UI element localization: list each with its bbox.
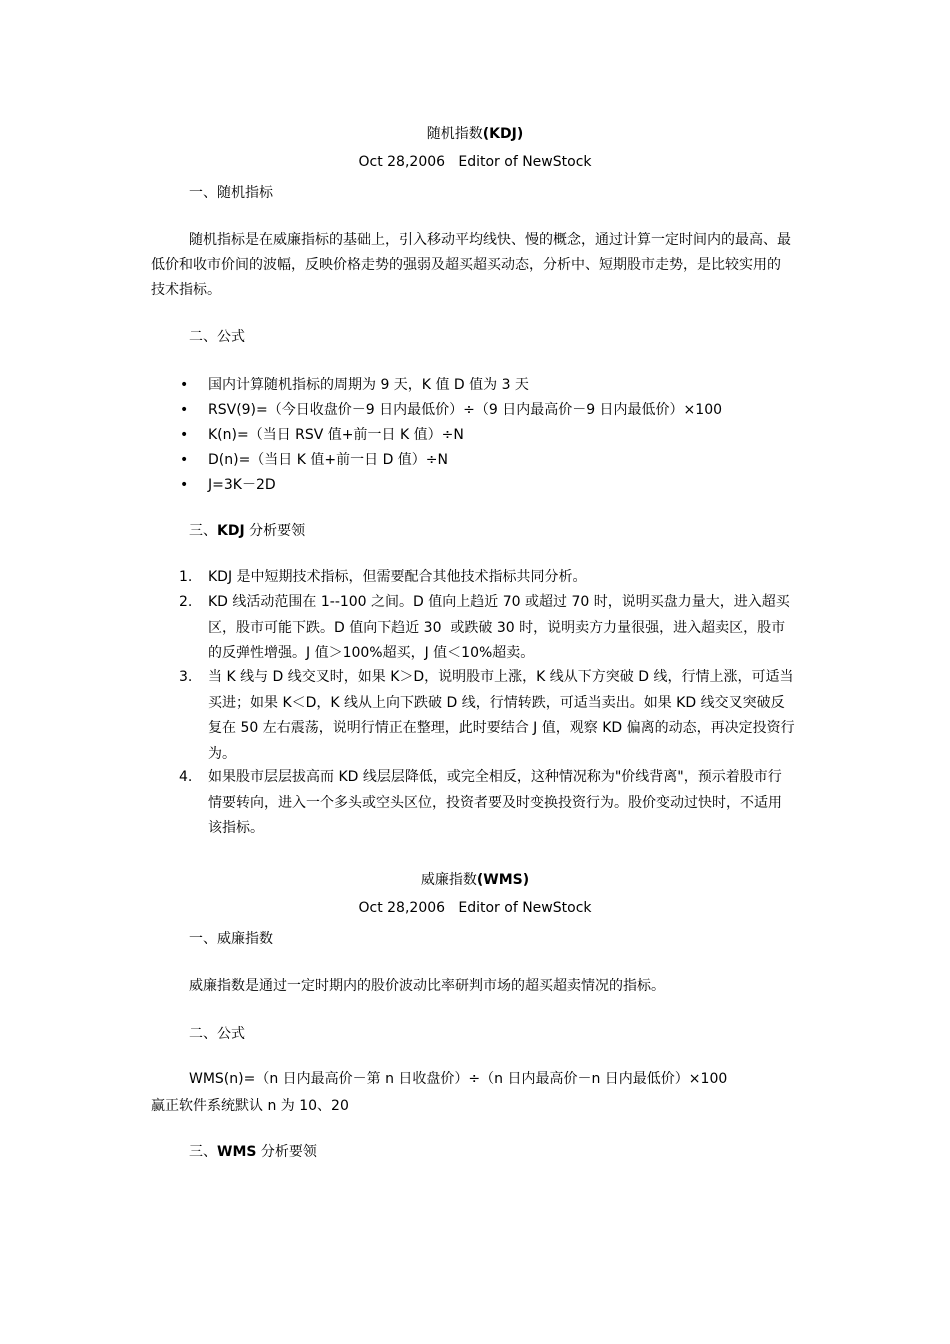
heading-bold: WMS — [217, 1144, 257, 1160]
list-item — [180, 373, 529, 398]
wms-formula: WMS(n)=（n 日内最高价－第 n 日收盘价）÷（n 日内最高价－n 日内最低价）×100 — [189, 1071, 728, 1087]
point-line: 情要转向，进入一个多头或空头区位，投资者要及时变换投资行为。股价变动过快时，不适用 — [208, 794, 782, 811]
point-line: 的反弹性增强。J 值＞100%超买，J 值＜10%超卖。 — [208, 645, 535, 661]
list-item — [179, 765, 801, 842]
list-item — [179, 665, 801, 767]
list-item — [179, 565, 801, 591]
kdj-section1-body-line2: 低价和收市价间的波幅，反映价格走势的强弱及超买超买动态，分析中、短期股市走势，是比较实用的 — [151, 257, 781, 273]
point-line: 买进；如果 K＜D，K 线从上向下跌破 D 线，行情转跌，可适当卖出。如果 KD 线交叉突破反 — [208, 694, 785, 711]
list-number: 1. — [179, 569, 193, 585]
list-item — [180, 423, 464, 448]
formula-text: J=3K－2D — [208, 477, 276, 493]
bullet-icon: • — [180, 452, 189, 468]
kdj-section3-heading — [189, 521, 305, 541]
list-number: 2. — [179, 594, 193, 610]
point-line: 如果股市层层拔高而 KD 线层层降低，或完全相反，这种情况称为"价线背离"，预示着股市行 — [208, 769, 782, 785]
kdj-byline: Oct 28,2006 Editor of NewStock — [358, 154, 592, 170]
wms-section1-body: 威廉指数是通过一定时期内的股价波动比率研判市场的超买超卖情况的指标。 — [189, 978, 665, 994]
wms-title-text: 威廉指数 — [420, 872, 477, 888]
wms-section1-heading: 一、威廉指数 — [189, 931, 273, 947]
wms-title — [0, 870, 950, 890]
formula-text: 国内计算随机指标的周期为 9 天，K 值 D 值为 3 天 — [208, 377, 529, 393]
list-item — [180, 398, 723, 423]
heading-prefix: 三、 — [189, 1144, 217, 1160]
wms-title-bold: (WMS) — [476, 872, 530, 888]
formula-text: RSV(9)=（今日收盘价－9 日内最低价）÷（9 日内最高价－9 日内最低价）×100 — [208, 402, 723, 418]
list-item — [179, 590, 801, 667]
point-line: 该指标。 — [208, 820, 264, 836]
wms-default-note: 赢正软件系统默认 n 为 10、20 — [151, 1098, 349, 1114]
heading-prefix: 三、 — [189, 523, 217, 539]
wms-byline: Oct 28,2006 Editor of NewStock — [358, 900, 592, 916]
bullet-icon: • — [180, 427, 189, 443]
list-number: 3. — [179, 669, 193, 685]
point-line: KD 线活动范围在 1--100 之间。D 值向上趋近 70 或超过 70 时，说明买盘力量大，进入超买 — [208, 594, 790, 610]
bullet-icon: • — [180, 402, 189, 418]
kdj-section1-body-line3: 技术指标。 — [151, 282, 221, 298]
formula-text: D(n)=（当日 K 值+前一日 D 值）÷N — [208, 452, 449, 468]
point-line: 区，股市可能下跌。D 值向下趋近 30 或跌破 30 时，说明卖方力量很强，进入超卖区，股市 — [208, 619, 786, 636]
list-item — [180, 448, 449, 473]
list-item — [180, 473, 276, 498]
kdj-title-text: 随机指数 — [426, 126, 483, 142]
heading-suffix: 分析要领 — [244, 523, 306, 539]
kdj-section2-heading: 二、公式 — [189, 329, 245, 345]
kdj-section1-heading: 一、随机指标 — [189, 185, 273, 201]
heading-bold: KDJ — [217, 523, 245, 539]
point-line: 复在 50 左右震荡，说明行情正在整理，此时要结合 J 值，观察 KD 偏离的动态，再决定投资行 — [208, 720, 795, 736]
kdj-title — [0, 124, 950, 144]
list-number: 4. — [179, 769, 193, 785]
bullet-icon: • — [180, 377, 189, 393]
kdj-title-bold: (KDJ) — [482, 126, 524, 142]
formula-text: K(n)=（当日 RSV 值+前一日 K 值）÷N — [208, 427, 464, 443]
point-line: KDJ 是中短期技术指标，但需要配合其他技术指标共同分析。 — [208, 569, 587, 585]
wms-section2-heading: 二、公式 — [189, 1026, 245, 1042]
bullet-icon: • — [180, 477, 189, 493]
point-line: 为。 — [208, 745, 236, 762]
point-line: 当 K 线与 D 线交叉时，如果 K＞D，说明股市上涨，K 线从下方突破 D 线，行情上涨，可适当 — [208, 669, 794, 685]
wms-section3-heading — [189, 1142, 317, 1162]
heading-suffix: 分析要领 — [256, 1144, 317, 1160]
kdj-section1-body-line1: 随机指标是在威廉指标的基础上，引入移动平均线快、慢的概念，通过计算一定时间内的最高、最 — [189, 232, 791, 248]
